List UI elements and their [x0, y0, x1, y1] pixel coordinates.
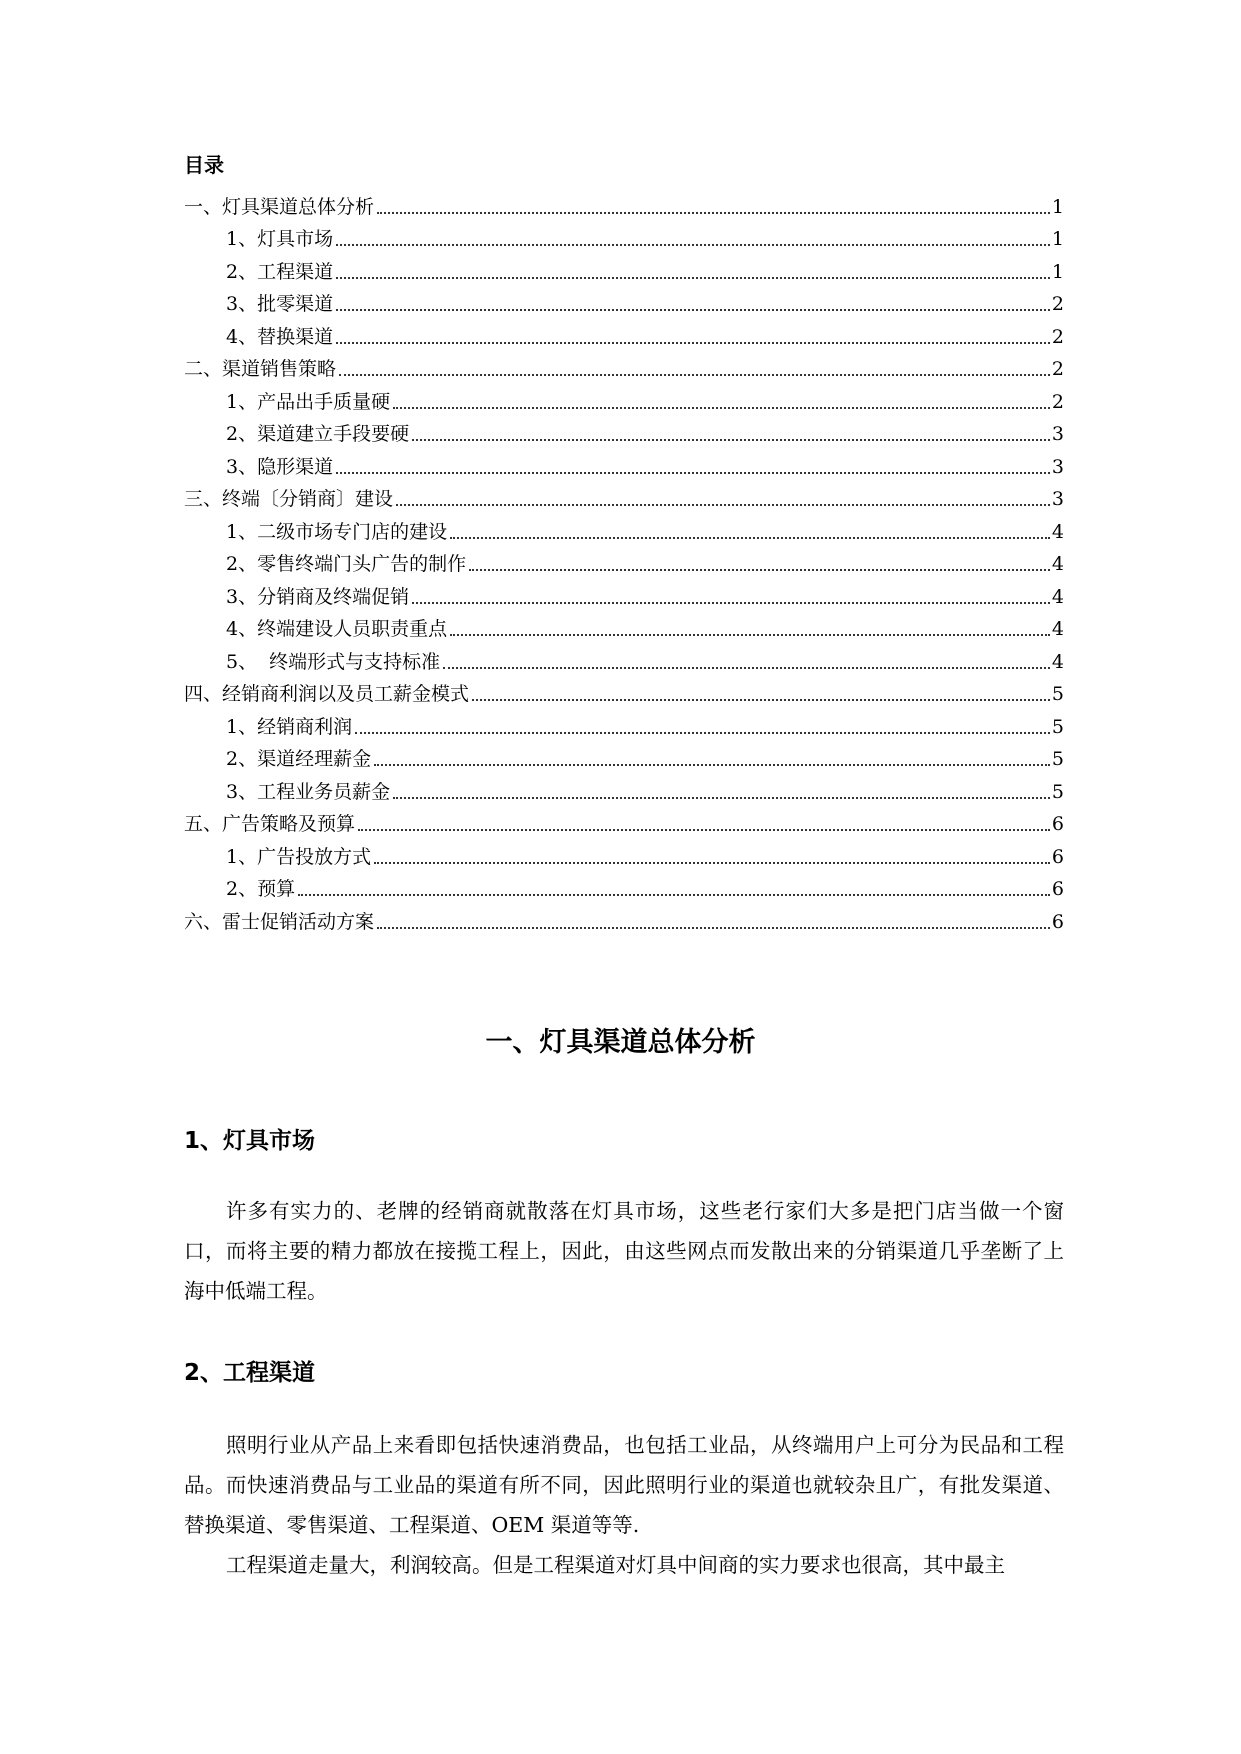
- toc-entry-label: 2、渠道经理薪金: [226, 748, 372, 770]
- toc-dot-leader: [374, 862, 1050, 864]
- toc-entry-label: 3、隐形渠道: [226, 455, 334, 478]
- toc-entry-page-number: 6: [1051, 845, 1064, 868]
- paragraph-lamp-market: 许多有实力的、老牌的经销商就散落在灯具市场，这些老行家们大多是把门店当做一个窗口，而将主要的精力都放在接揽工程上，因此，由这些网点而发散出来的分销渠道几乎垄断了上海中低端工程。: [184, 1199, 1064, 1303]
- toc-dot-leader: [450, 537, 1050, 539]
- toc-dot-leader: [358, 829, 1050, 831]
- toc-dot-leader: [450, 634, 1050, 636]
- toc-entry[interactable]: [184, 641, 1064, 674]
- toc-entry-page-number: 4: [1051, 520, 1064, 543]
- toc-dot-leader: [377, 927, 1050, 929]
- toc-dot-leader: [339, 374, 1050, 376]
- toc-entry-page-number: 3: [1051, 455, 1064, 478]
- toc-entry[interactable]: [184, 479, 1064, 512]
- toc-entry-label: 3、工程业务员薪金: [226, 780, 391, 803]
- toc-entry-label: 一、灯具渠道总体分析: [184, 195, 375, 218]
- toc-dot-leader: [443, 667, 1050, 669]
- toc-entry[interactable]: [184, 381, 1064, 414]
- toc-dot-leader: [298, 894, 1050, 896]
- toc-entry-label: 二、渠道销售策略: [184, 358, 337, 380]
- toc-dot-leader: [336, 277, 1050, 279]
- toc-entry[interactable]: [184, 316, 1064, 349]
- toc-entry-page-number: 4: [1051, 650, 1064, 673]
- toc-entry-label: 五、广告策略及预算: [184, 813, 356, 835]
- toc-entry[interactable]: [184, 836, 1064, 869]
- toc-entry-label: 1、广告投放方式: [226, 845, 372, 868]
- toc-entry-label: 4、替换渠道: [226, 325, 334, 348]
- toc-entry-page-number: 5: [1051, 748, 1064, 770]
- toc-title: 目录: [184, 153, 224, 177]
- toc-entry-label: 1、产品出手质量硬: [226, 390, 391, 413]
- toc-entry-page-number: 2: [1051, 325, 1064, 348]
- toc-entry-label: 三、终端〔分销商〕建设: [184, 488, 394, 510]
- toc-entry[interactable]: [184, 901, 1064, 934]
- toc-dot-leader: [472, 699, 1050, 701]
- toc-entry-label: 2、预算: [226, 878, 296, 900]
- toc-entry[interactable]: [184, 511, 1064, 544]
- toc-entry-label: 3、分销商及终端促销: [226, 585, 410, 608]
- toc-dot-leader: [336, 342, 1050, 344]
- toc-entry-label: 六、雷士促销活动方案: [184, 910, 375, 933]
- toc-entry-page-number: 1: [1051, 195, 1064, 218]
- toc-entry-page-number: 2: [1051, 293, 1064, 315]
- toc-entry-label: 2、渠道建立手段要硬: [226, 423, 410, 445]
- toc-entry-label: 4、终端建设人员职责重点: [226, 618, 448, 640]
- toc-entry-label: 3、批零渠道: [226, 293, 334, 315]
- toc-entry-page-number: 1: [1051, 260, 1064, 283]
- toc-entry-label: 5、 终端形式与支持标准: [226, 650, 441, 673]
- toc-entry[interactable]: [184, 544, 1064, 577]
- toc-entry-page-number: 5: [1051, 715, 1064, 738]
- chapter-title: 一、灯具渠道总体分析: [485, 1027, 756, 1058]
- toc-dot-leader: [469, 569, 1050, 571]
- paragraph-engineering-channel-1: 照明行业从产品上来看即包括快速消费品，也包括工业品，从终端用户上可分为民品和工程品。而快速消费品与工业品的渠道有所不同，因此照明行业的渠道也就较杂且广，有批发渠道、替换渠道、零售渠道、工程渠道、OEM 渠道等等.: [184, 1433, 1064, 1537]
- section-heading-lamp-market: 1、灯具市场: [184, 1128, 316, 1154]
- toc-entry[interactable]: [184, 576, 1064, 609]
- toc-dot-leader: [374, 764, 1050, 766]
- toc-dot-leader: [336, 472, 1050, 474]
- toc-dot-leader: [412, 602, 1050, 604]
- toc-entry-label: 2、工程渠道: [226, 260, 334, 283]
- toc-entry-page-number: 2: [1051, 390, 1064, 413]
- toc-entry-page-number: 4: [1051, 618, 1064, 640]
- toc-entry-page-number: 4: [1051, 553, 1064, 575]
- toc-dot-leader: [377, 212, 1050, 214]
- toc-entry-page-number: 6: [1051, 910, 1064, 933]
- toc-entry-page-number: 4: [1051, 585, 1064, 608]
- toc-entry-page-number: 5: [1051, 780, 1064, 803]
- toc-entry[interactable]: [184, 219, 1064, 252]
- toc-dot-leader: [336, 309, 1050, 311]
- toc-entry[interactable]: [184, 446, 1064, 479]
- toc-entry[interactable]: [184, 349, 1064, 382]
- toc-dot-leader: [393, 797, 1050, 799]
- toc-entry[interactable]: [184, 771, 1064, 804]
- toc-dot-leader: [355, 732, 1050, 734]
- toc-dot-leader: [412, 439, 1050, 441]
- toc-entry[interactable]: [184, 609, 1064, 642]
- toc-entry-page-number: 5: [1051, 683, 1064, 705]
- toc-entry-label: 四、经销商利润以及员工薪金模式: [184, 683, 470, 705]
- toc-entry-page-number: 3: [1051, 423, 1064, 445]
- toc-dot-leader: [396, 504, 1050, 506]
- toc-entry[interactable]: [184, 251, 1064, 284]
- toc-entry[interactable]: [184, 414, 1064, 447]
- toc-entry[interactable]: [184, 739, 1064, 772]
- paragraph-engineering-channel-2: 工程渠道走量大，利润较高。但是工程渠道对灯具中间商的实力要求也很高，其中最主: [226, 1553, 1005, 1577]
- toc-dot-leader: [336, 244, 1050, 246]
- toc-entry-page-number: 1: [1051, 228, 1064, 250]
- toc-entry[interactable]: [184, 674, 1064, 707]
- toc-entry-page-number: 2: [1051, 358, 1064, 380]
- toc-entry-label: 2、零售终端门头广告的制作: [226, 553, 467, 575]
- toc-entry-page-number: 6: [1051, 878, 1064, 900]
- toc-entry[interactable]: [184, 869, 1064, 902]
- toc-entry-label: 1、二级市场专门店的建设: [226, 520, 448, 543]
- toc-entry-page-number: 6: [1051, 813, 1064, 835]
- toc-dot-leader: [393, 407, 1050, 409]
- toc-entry[interactable]: [184, 804, 1064, 837]
- table-of-contents: [184, 186, 1064, 934]
- toc-entry[interactable]: [184, 284, 1064, 317]
- toc-entry-label: 1、灯具市场: [226, 228, 334, 250]
- toc-entry-page-number: 3: [1051, 488, 1064, 510]
- toc-entry[interactable]: [184, 706, 1064, 739]
- toc-entry[interactable]: [184, 186, 1064, 219]
- toc-entry-label: 1、经销商利润: [226, 715, 353, 738]
- section-heading-engineering-channel: 2、工程渠道: [184, 1360, 316, 1386]
